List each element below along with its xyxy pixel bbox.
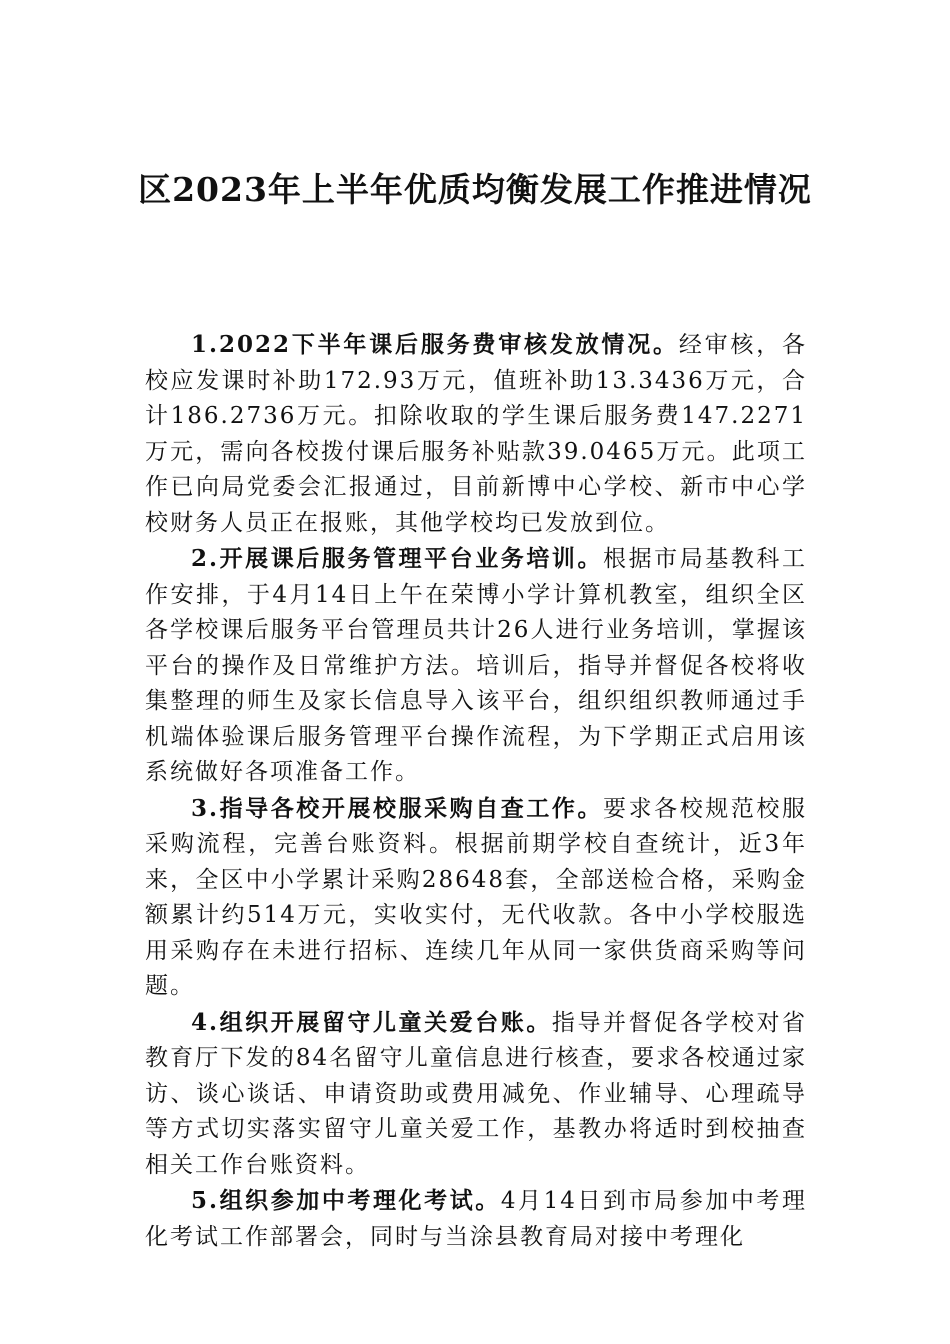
paragraph-3-text: 要求各校规范校服采购流程，完善台账资料。根据前期学校自查统计，近3年来，全区中小学累计采购28648套，全部送检合格，采购金额累计约514万元，实收实付，无代收款。各中小学校服选用采购存在未进行招标、连续几年从同一家供货商采购等问题。 bbox=[145, 795, 807, 999]
paragraph-1 bbox=[145, 327, 807, 541]
document-title: 区2023年上半年优质均衡发展工作推进情况 bbox=[138, 170, 812, 209]
paragraph-2-text: 根据市局基教科工作安排，于4月14日上午在荣博小学计算机教室，组织全区各学校课后服务平台管理员共计26人进行业务培训，掌握该平台的操作及日常维护方法。培训后，指导并督促各校将收集整理的师生及家长信息导入该平台，组织组织教师通过手机端体验课后服务管理平台操作流程，为下学期正式启用该系统做好各项准备工作。 bbox=[145, 546, 807, 785]
document-body bbox=[145, 327, 807, 1255]
paragraph-4-heading: 4.组织开展留守儿童关爱台账。 bbox=[191, 1008, 552, 1036]
paragraph-1-text: 经审核，各校应发课时补助172.93万元，值班补助13.3436万元，合计186.2736万元。扣除收取的学生课后服务费147.2271万元，需向各校拨付课后服务补贴款39.0465万元。此项工作已向局党委会汇报通过，目前新博中心学校、新市中心学校财务人员正在报账，其他学校均已发放到位。 bbox=[145, 332, 808, 536]
paragraph-4-text: 指导并督促各学校对省教育厅下发的84名留守儿童信息进行核查，要求各校通过家访、谈心谈话、申请资助或费用减免、作业辅导、心理疏导等方式切实落实留守儿童关爱工作，基教办将适时到校抽查相关工作台账资料。 bbox=[145, 1009, 808, 1178]
paragraph-5-heading: 5.组织参加中考理化考试。 bbox=[191, 1187, 501, 1214]
paragraph-3 bbox=[145, 791, 807, 1005]
paragraph-4 bbox=[145, 1005, 807, 1184]
paragraph-3-heading: 3.指导各校开展校服采购自查工作。 bbox=[191, 794, 604, 822]
paragraph-2 bbox=[145, 541, 807, 791]
paragraph-5 bbox=[145, 1183, 807, 1255]
paragraph-2-heading: 2.开展课后服务管理平台业务培训。 bbox=[191, 545, 604, 572]
paragraph-5-text: 4月14日到市局参加中考理化考试工作部署会，同时与当涂县教育局对接中考理化 bbox=[145, 1188, 807, 1250]
paragraph-1-heading: 1.2022下半年课后服务费审核发放情况。 bbox=[191, 331, 679, 358]
